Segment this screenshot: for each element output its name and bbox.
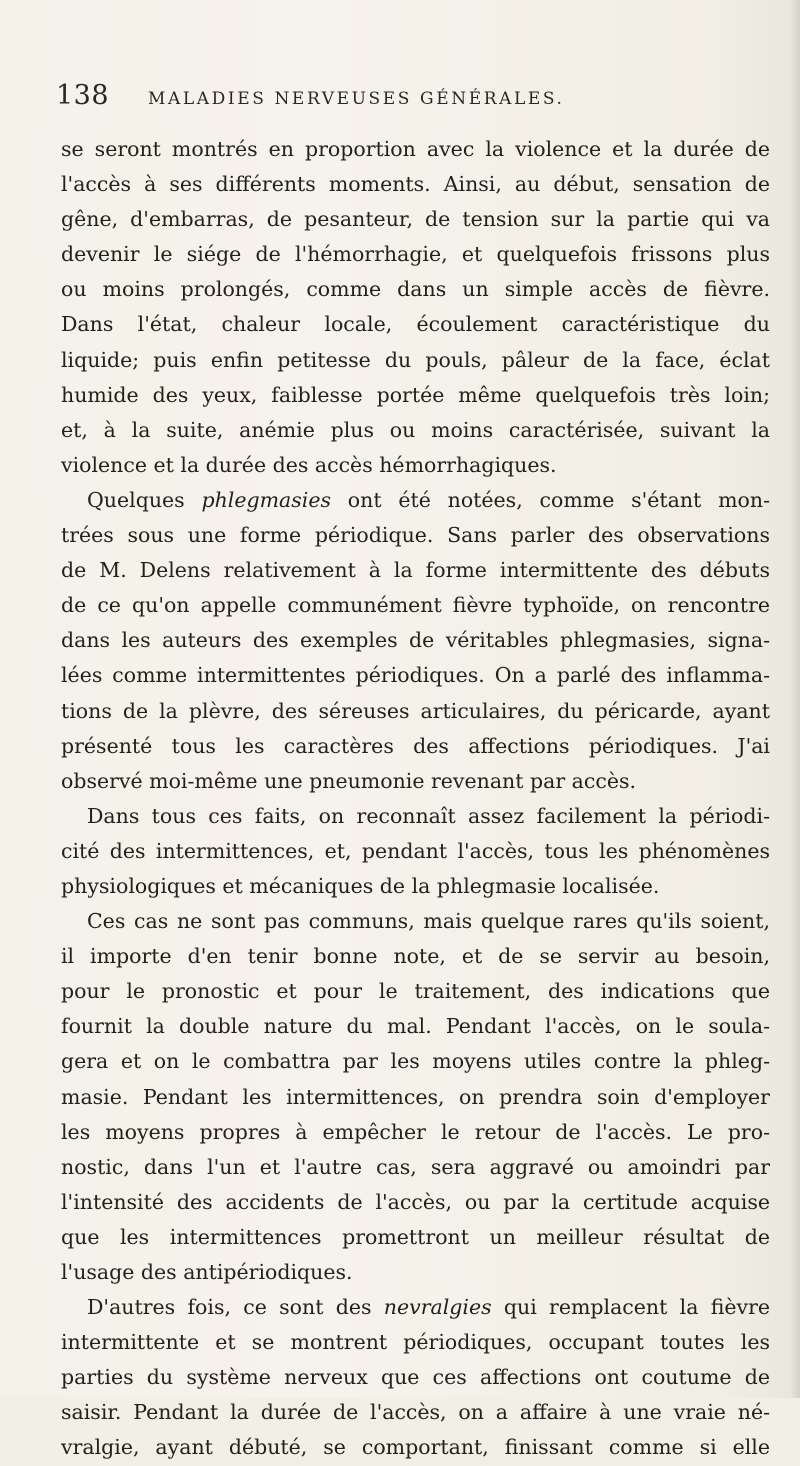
page-edge-shadow bbox=[790, 0, 800, 1398]
text-line: violence et la durée des accès hémorrhagiques. bbox=[61, 452, 557, 477]
text-line: et, à la suite, anémie plus ou moins caractérisée, suivant la bbox=[61, 417, 770, 442]
text-line-segment: qui remplacent la fièvre bbox=[491, 1295, 770, 1320]
text-line: il importe d'en tenir bonne note, et de se servir au besoin, bbox=[61, 944, 770, 969]
text-line: lées comme intermittentes périodiques. On a parlé des inflamma- bbox=[61, 663, 770, 688]
text-line-segment: D'autres fois, ce sont des bbox=[87, 1295, 384, 1320]
page-header bbox=[56, 80, 776, 120]
text-line: liquide; puis enfin petitesse du pouls, pâleur de la face, éclat bbox=[61, 347, 770, 372]
page-number: 138 bbox=[56, 80, 110, 111]
text-line: les moyens propres à empêcher le retour de l'accès. Le pro- bbox=[61, 1119, 770, 1144]
text-line: présenté tous les caractères des affections périodiques. J'ai bbox=[61, 733, 770, 758]
text-line: devenir le siége de l'hémorrhagie, et quelquefois frissons plus bbox=[61, 242, 770, 267]
text-line: de ce qu'on appelle communément fièvre typhoïde, on rencontre bbox=[61, 593, 770, 618]
body-text bbox=[61, 132, 770, 1466]
running-title: MALADIES NERVEUSES GÉNÉRALES. bbox=[148, 89, 565, 109]
text-line: saisir. Pendant la durée de l'accès, on a affaire à une vraie né- bbox=[61, 1400, 770, 1425]
text-line: Ces cas ne sont pas communs, mais quelque rares qu'ils soient, bbox=[87, 909, 770, 934]
text-line: physiologiques et mécaniques de la phlegmasie localisée. bbox=[61, 873, 660, 898]
italic-term: phlegmasies bbox=[201, 487, 331, 512]
text-line: que les intermittences promettront un meilleur résultat de bbox=[61, 1224, 770, 1249]
text-line: l'usage des antipériodiques. bbox=[61, 1260, 353, 1284]
text-line: nostic, dans l'un et l'autre cas, sera aggravé ou amoindri par bbox=[61, 1154, 770, 1179]
text-line: l'accès à ses différents moments. Ainsi, au début, sensation de bbox=[61, 172, 770, 197]
text-line: se seront montrés en proportion avec la violence et la durée de bbox=[61, 137, 770, 161]
text-line: gêne, d'embarras, de pesanteur, de tension sur la partie qui va bbox=[61, 207, 770, 232]
text-line: observé moi-même une pneumonie revenant par accès. bbox=[61, 768, 637, 793]
text-line bbox=[61, 483, 770, 518]
text-line: Dans l'état, chaleur locale, écoulement caractéristique du bbox=[61, 312, 770, 337]
text-line: dans les auteurs des exemples de véritables phlegmasies, signa- bbox=[61, 628, 770, 653]
text-line: tions de la plèvre, des séreuses articulaires, du péricarde, ayant bbox=[61, 698, 770, 723]
text-line-segment: ont été notées, comme s'étant mon- bbox=[331, 487, 770, 512]
text-line: ou moins prolongés, comme dans un simple accès de fièvre. bbox=[61, 277, 770, 302]
text-line: gera et on le combattra par les moyens utiles contre la phleg- bbox=[61, 1049, 770, 1074]
text-line-segment: Quelques bbox=[87, 487, 202, 512]
text-line: parties du système nerveux que ces affections ont coutume de bbox=[61, 1365, 770, 1390]
text-line: de M. Delens relativement à la forme intermittente des débuts bbox=[61, 558, 770, 583]
text-line: trées sous une forme périodique. Sans parler des observations bbox=[61, 523, 770, 548]
text-line: cité des intermittences, et, pendant l'accès, tous les phénomènes bbox=[61, 838, 770, 863]
text-line: pour le pronostic et pour le traitement, des indications que bbox=[61, 979, 770, 1004]
text-line: intermittente et se montrent périodiques, occupant toutes les bbox=[61, 1330, 770, 1355]
italic-term: nevralgies bbox=[383, 1295, 492, 1320]
text-line: l'intensité des accidents de l'accès, ou par la certitude acquise bbox=[61, 1189, 770, 1214]
text-line: humide des yeux, faiblesse portée même quelquefois très loin; bbox=[61, 382, 770, 407]
text-line: fournit la double nature du mal. Pendant l'accès, on le soula- bbox=[61, 1014, 770, 1039]
text-line: masie. Pendant les intermittences, on prendra soin d'employer bbox=[61, 1084, 770, 1109]
text-line: Dans tous ces faits, on reconnaît assez facilement la périodi- bbox=[87, 803, 770, 828]
text-line: vralgie, ayant débuté, se comportant, finissant comme si elle bbox=[61, 1435, 770, 1460]
text-line bbox=[61, 1290, 770, 1325]
